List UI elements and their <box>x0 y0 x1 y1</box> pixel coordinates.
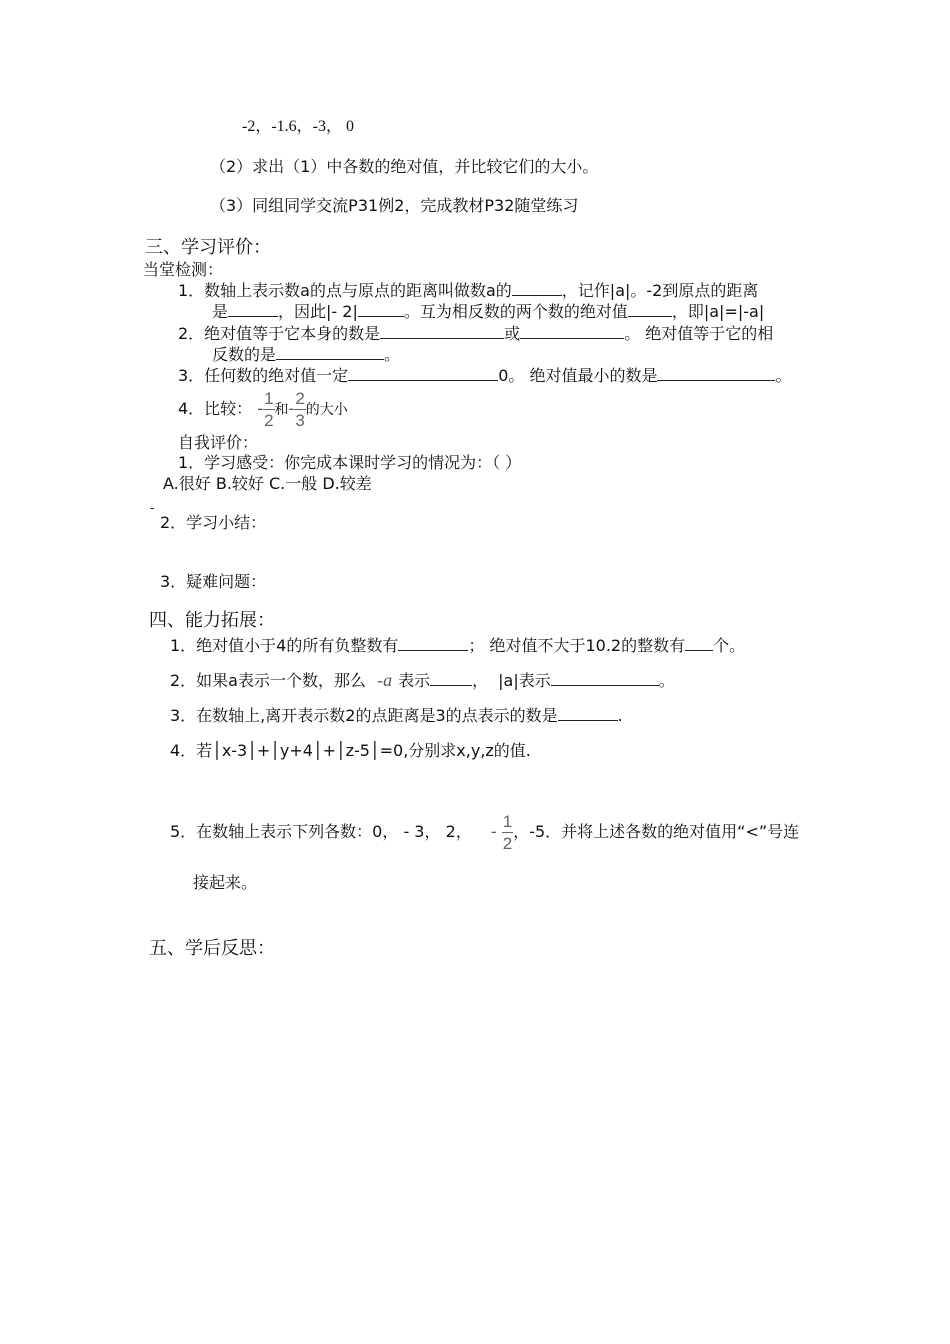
answer-blank[interactable] <box>657 366 775 381</box>
extend-item-5-line-2: 接起来。 <box>193 873 258 892</box>
answer-blank[interactable] <box>628 302 672 317</box>
check-item-1-text-b: ，记作|a|。-2到原点的距离 <box>561 281 759 300</box>
extend-item-1-text-a: 1．绝对值小于4的所有负整数有 <box>170 636 399 655</box>
fraction-denominator: 3 <box>295 411 305 430</box>
self-eval-item-2: 2．学习小结： <box>160 513 267 532</box>
numbers-line: -2，-1.6，-3， 0 <box>242 118 354 135</box>
self-eval-item-1: 1．学习感受：你完成本课时学习的情况为：（ ） <box>178 453 522 472</box>
check-item-1-text-c: 是 <box>212 302 229 321</box>
answer-blank[interactable] <box>558 706 618 721</box>
extend-item-3-text-b: . <box>617 706 623 725</box>
fraction-two-thirds <box>294 390 305 429</box>
answer-blank[interactable] <box>348 366 498 381</box>
extend-item-1-text-b: ； 绝对值不大于10.2的整数有 <box>468 636 686 655</box>
minus-sign: - <box>257 399 264 418</box>
fraction-numerator: 2 <box>295 389 305 408</box>
check-item-1-line-1 <box>178 281 758 301</box>
minus-sign: - <box>288 399 295 418</box>
extend-item-2-text-c: ， <box>472 671 489 690</box>
fraction-numerator: 1 <box>264 389 274 408</box>
check-item-3-text-a: 3．任何数的绝对值一定 <box>178 366 349 385</box>
answer-blank[interactable] <box>430 671 472 686</box>
extend-item-5-text-b: ，-5．并将上述各数的绝对值用“<”号连 <box>513 822 800 841</box>
extend-item-3-text-a: 3．在数轴上,离开表示数2的点距离是3的点表示的数是 <box>170 706 558 725</box>
self-eval-item-3: 3．疑难问题： <box>160 572 267 591</box>
answer-blank[interactable] <box>512 281 562 296</box>
check-item-4 <box>178 387 348 432</box>
check-item-2-text-b: 或 <box>504 324 521 343</box>
minus-sign: - <box>490 822 497 841</box>
fraction-denominator: 2 <box>502 834 513 853</box>
section-5-title: 五、学后反思： <box>149 938 275 959</box>
section-3-title: 三、学习评价： <box>145 237 271 258</box>
self-eval-title: 自我评价： <box>178 433 259 452</box>
check-item-1-text-d: ，因此|- 2| <box>278 302 358 321</box>
check-item-3-text-c: 。 <box>775 366 792 385</box>
extend-item-4: 4．若│x-3│+│y+4│+│z-5│=0,分别求x,y,z的值. <box>170 741 531 760</box>
negative-a-symbol: -a <box>377 670 393 690</box>
check-item-2-text-e: 。 <box>384 345 401 364</box>
extend-item-2-text-e: 。 <box>658 671 675 690</box>
extend-item-1 <box>170 636 745 656</box>
fraction-denominator: 2 <box>264 411 274 430</box>
check-item-1-text-e: 。互为相反数的两个数的绝对值 <box>403 302 628 321</box>
answer-blank[interactable] <box>520 324 624 339</box>
extend-item-5-text-a: 5．在数轴上表示下列各数：0， - 3， 2， <box>170 822 472 841</box>
answer-blank[interactable] <box>685 636 713 651</box>
check-item-3 <box>178 366 791 386</box>
extend-item-1-text-c: 个。 <box>713 636 746 655</box>
and-word: 和 <box>274 402 289 418</box>
check-item-2-text-c: 。 绝对值等于它的相 <box>624 324 774 343</box>
task-3: （3）同组同学交流P31例2，完成教材P32随堂练习 <box>210 196 579 215</box>
extend-item-2-text-b: 表示 <box>398 671 431 690</box>
section-3-subtitle: 当堂检测： <box>143 260 224 279</box>
extend-item-2 <box>170 670 675 691</box>
check-item-1-line-2 <box>212 302 764 322</box>
answer-blank[interactable] <box>228 302 278 317</box>
extend-item-2-text-d: |a|表示 <box>498 671 551 690</box>
section-4-title: 四、能力拓展： <box>149 610 275 631</box>
stray-dash: - <box>150 501 155 515</box>
answer-blank[interactable] <box>398 636 468 651</box>
check-item-2-text-d: 反数的是 <box>212 345 277 364</box>
answer-blank[interactable] <box>380 324 504 339</box>
check-item-4-label: 4．比较： <box>178 399 253 418</box>
fraction-one-half <box>263 390 274 429</box>
check-item-1-text-a: 1．数轴上表示数a的点与原点的距离叫做数a的 <box>178 281 512 300</box>
answer-blank[interactable] <box>276 345 384 360</box>
answer-blank[interactable] <box>358 302 404 317</box>
check-item-3-text-b: 0。 绝对值最小的数是 <box>498 366 658 385</box>
check-item-2-text-a: 2．绝对值等于它本身的数是 <box>178 324 381 343</box>
check-item-2-line-1 <box>178 324 773 344</box>
compare-suffix: 的大小 <box>305 402 348 418</box>
check-item-1-text-f: ，即|a|=|-a| <box>671 302 765 321</box>
fraction-one-half <box>502 813 513 852</box>
task-2: （2）求出（1）中各数的绝对值，并比较它们的大小。 <box>210 157 599 176</box>
extend-item-5 <box>170 808 799 856</box>
answer-blank[interactable] <box>551 671 659 686</box>
extend-item-2-text-a: 2．如果a表示一个数，那么 <box>170 671 366 690</box>
check-item-2-line-2 <box>212 345 400 365</box>
self-eval-options: A.很好 B.较好 C.一般 D.较差 <box>163 474 372 493</box>
extend-item-3 <box>170 706 623 726</box>
fraction-numerator: 1 <box>502 812 513 831</box>
